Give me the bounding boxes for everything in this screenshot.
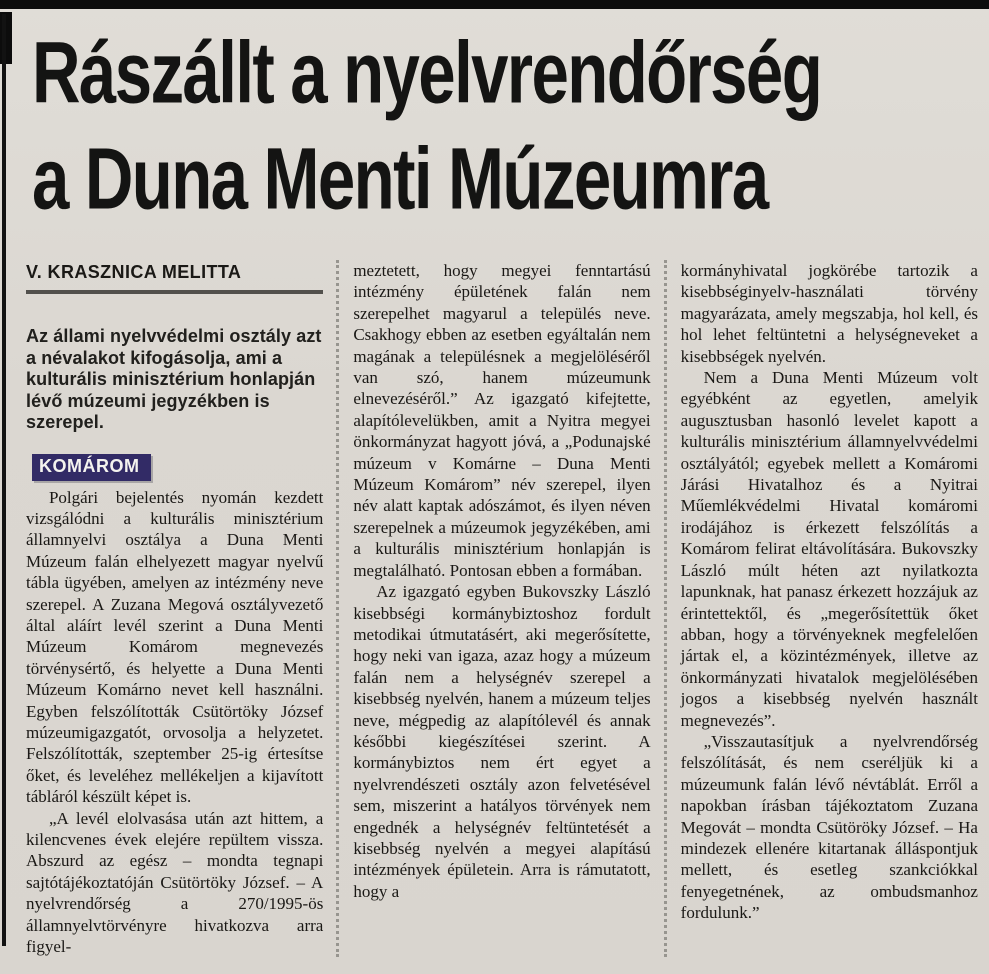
article-columns	[26, 260, 978, 957]
headline-line-2: a Duna Menti Múzeumra	[32, 129, 768, 228]
column-1-body	[26, 487, 323, 958]
column-3-body	[681, 260, 978, 924]
byline: V. KRASZNICA MELITTA	[26, 262, 242, 282]
column-2-body	[353, 260, 650, 902]
article-paragraph: meztetett, hogy megyei fenntartású intézmény épületének falán nem szerepelhet magyarul a település neve. Csakhogy ebben az esetben egyáltalán nem magának a településnek a megjelöléséről van szó, hanem múzeumunk elnevezéséről.” Az igazgató kifejtette, alapítólevelükben, amit a Nyitra megyei önkormányzat hagyott jóvá, a „Podunajské múzeum v Komárne – Duna Menti Múzeum Komárom” név szerepel, ilyen név alatt kaptak adószámot, és ilyen néven szerepelnek a múzeumok jegyzékében, ami a kulturális minisztérium honlapján is megtalálható. Pontosan ebben a formában.	[353, 261, 651, 580]
headline-line-1: Rászállt a nyelvrendőrség	[32, 23, 822, 122]
article-paragraph: kormányhivatal jogkörébe tartozik a kisebbséginyelv-használati törvény magyarázata, amely megszabja, hol kell, és hol lehet feltüntetni a helységneveket a kisebbségek nyelvén.	[680, 261, 978, 366]
article-paragraph: Nem a Duna Menti Múzeum volt egyébként az egyetlen, amelyik augusztusban hasonló levelet kapott a kulturális minisztérium államnyelvvédelmi osztályától; egyebek mellett a Komáromi Járási Hivatalhoz és a Nyitrai Műemlékvédelmi Hivatal komáromi irodájához is érkezett felszólítás a Komárom felirat eltávolítására. Bukovszky László múlt héten azt nyilatkozta lapunknak, hat panasz érkezett hozzájuk az érintettektől, és „megerősítettük őket abban, hogy a törvényeknek megfelelően jártak el, a közintézmények, illetve az önkormányzati hivatalok megjelölésében jogos a kisebbség nyelvén használt megnevezés”.	[680, 368, 978, 730]
byline-rule	[26, 290, 323, 294]
article	[26, 22, 978, 957]
column-2	[336, 260, 650, 957]
article-paragraph: Az igazgató egyben Bukovszky László kisebbségi kormánybiztoshoz fordult metodikai útmutatásért, aki megerősítette, hogy neki van igaza, azaz hogy a múzeum falán nem a helységnév szerepel a kisebbség nyelvén, hanem a múzeum teljes neve, mégpedig az alapítólevél és annak későbbi kiegészítései szerint. A kormánybiztos nem ért egyet a nyelvrendészeti osztály azon felvetésével sem, miszerint a hatályos törvények nem engednék a helységnév feltüntetését a kisebbség nyelvén a megyei alapítású intézmények épületein. Arra is rámutatott, hogy a	[353, 582, 651, 901]
dateline-badge: KOMÁROM	[32, 454, 151, 481]
article-paragraph: Polgári bejelentés nyomán kezdett vizsgálódni a kulturális minisztérium államnyelvi osztálya a Duna Menti Múzeum falán elhelyezett magyar nyelvű tábla ügyében, amelyen az intézmény neve szerepel. A Zuzana Megová osztályvezető által aláírt levél szerint a Duna Menti Múzeum Komárom megnevezés törvénysértő, és helyette a Duna Menti Múzeum Komárno nevet kell használni. Egyben felszólították Csütörtöky József múzeumigazgatót, orvosolja a helyzetet. Felszólították, szeptember 25-ig értesítse őket, és leveléhez mellékeljen a kijavított tábláról készült képet is.	[26, 487, 324, 807]
article-paragraph: „Visszautasítjuk a nyelvrendőrség felszólítását, és nem cseréljük ki a múzeumunk falán lévő névtáblát. Erről a napokban írásban tájékoztatom Zuzana Megovát – mondta Csütöröky József. – Ha mindezek ellenére kitartanak álláspontjuk mellett, és esetleg szankciókkal fenyegetnének, az ombudsmanhoz fordulunk.”	[680, 731, 978, 923]
lead-paragraph: Az állami nyelvvédelmi osztály azt a névalakot kifogásolja, ami a kulturális minisztérium honlapján lévő múzeumi jegyzékben is szerepel.	[26, 326, 322, 432]
left-column-rule	[2, 14, 6, 946]
article-paragraph: „A levél elolvasása után azt hittem, a kilencvenes évek elejére repültem vissza. Abszurd az egész – mondta tegnapi sajtótájékoztatóján Csütörtöky József. – A nyelvrendőrség a 270/1995-ös államnyelvtörvényre hivatkozva arra figyel-	[26, 808, 324, 957]
page-top-edge-bar	[0, 0, 989, 9]
column-3	[664, 260, 978, 957]
column-1	[26, 260, 323, 957]
article-headline	[32, 23, 978, 242]
